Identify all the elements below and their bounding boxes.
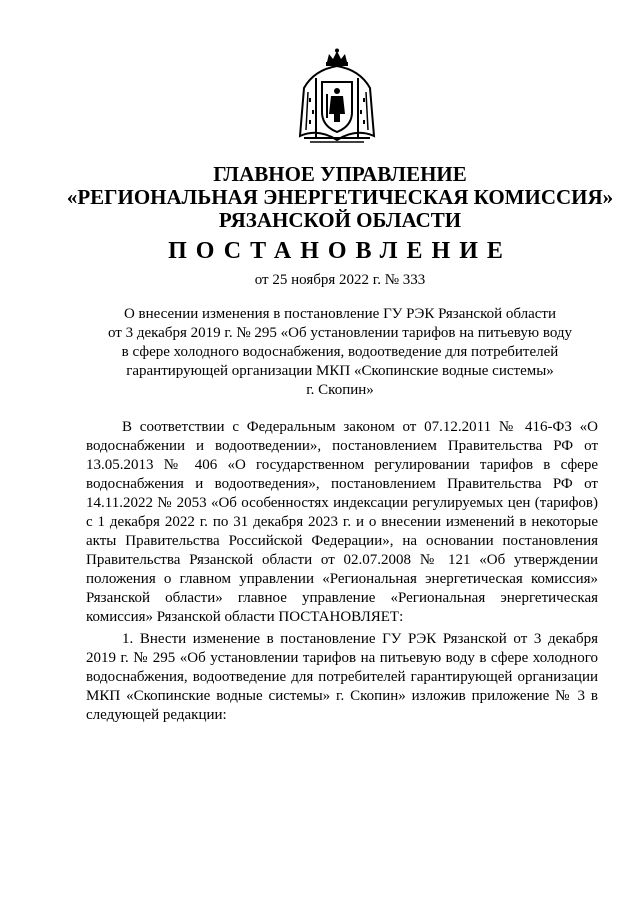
subject-line-3: в сфере холодного водоснабжения, водоотведение для потребителей: [121, 344, 559, 360]
organization-name: [40, 163, 640, 232]
body-paragraph-item-1: 1. Внести изменение в постановление ГУ РЭК Рязанской от 3 декабря 2019 г. № 295 «Об установлении тарифов на питьевую воду в сфере холодного водоснабжения, водоотведение для потребителей гарантирующей организации МКП «Скопинские водные системы» г. Скопин» изложив приложение № 3 в следующей редакции:: [86, 631, 598, 723]
org-line-2: «РЕГИОНАЛЬНАЯ ЭНЕРГЕТИЧЕСКАЯ КОМИССИЯ»: [66, 185, 614, 209]
subject-line-5: г. Скопин»: [306, 382, 374, 398]
subject-line-2: от 3 декабря 2019 г. № 295 «Об установлении тарифов на питьевую воду: [107, 325, 573, 341]
document-date-number: от 25 ноября 2022 г. № 333: [254, 272, 426, 288]
body-paragraph-preamble: В соответствии с Федеральным законом от 07.12.2011 № 416-ФЗ «О водоснабжении и водоотведении», постановлением Правительства РФ от 13.05.2013 № 406 «О государственном регулировании тарифов в сфере водоснабжения и водоотведения», постановлением Правительства РФ от 14.11.2022 № 2053 «Об особенностях индексации регулируемых цен (тарифов) с 1 декабря 2022 г. по 31 декабря 2023 г. и о внесении изменений в некоторые акты Правительства Российской Федерации», на основании постановления Правительства Рязанской области от 02.07.2008 № 121 «Об утверждении положения о главном управлении «Региональная энергетическая комиссия» Рязанской области» главное управление «Региональная энергетическая комиссия» Рязанской области ПОСТАНОВЛЯЕТ:: [86, 419, 598, 625]
ryazan-coat-of-arms-icon: [296, 48, 378, 148]
subject-line-4: гарантирующей организации МКП «Скопинские водные системы»: [126, 363, 554, 379]
org-line-3: РЯЗАНСКОЙ ОБЛАСТИ: [218, 208, 462, 232]
document-type-title: ПОСТАНОВЛЕНИЕ: [168, 238, 512, 264]
subject-line-1: О внесении изменения в постановление ГУ РЭК Рязанской области: [123, 306, 557, 322]
document-subject: [40, 305, 640, 400]
org-line-1: ГЛАВНОЕ УПРАВЛЕНИЕ: [213, 162, 467, 186]
